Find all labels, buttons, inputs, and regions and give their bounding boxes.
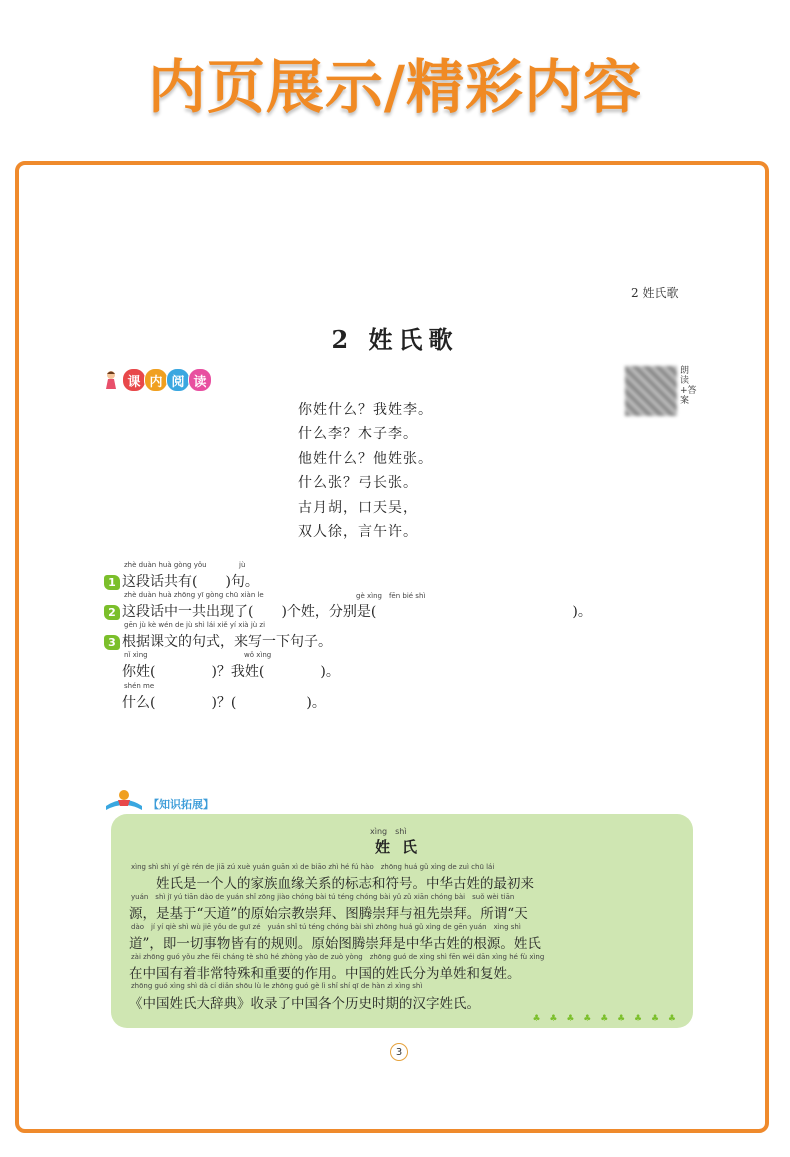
lesson-title: 2 姓氏歌 xyxy=(331,325,459,354)
section-badge-char: 读 xyxy=(188,368,212,392)
extension-line-pinyin: zài zhōng guó yǒu zhe fēi cháng tè shū hé zhòng yào de zuò yòng zhōng guó de xìng shì fēn wéi dān xìng hé fù xìng xyxy=(131,953,545,961)
section-badge-char: 阅 xyxy=(166,368,190,392)
question-2 xyxy=(104,591,592,621)
question-1-text: 这段话共有( )句。 xyxy=(122,574,259,590)
section-badge xyxy=(104,369,210,391)
banner-title: 内页展示/精彩内容 xyxy=(147,53,643,121)
extension-title-pinyin: xìng shì xyxy=(370,827,407,836)
fill-line-1-pinyin: nǐ xìng xyxy=(124,651,148,659)
extension-line-pinyin: yuán shì jī yú tiān dào de yuán shǐ zōng jiào chóng bài tú téng chóng bài yǔ zǔ xiān chóng bài suǒ wèi tiān xyxy=(131,893,515,901)
extension-line: 姓氏是一个人的家族血缘关系的标志和符号。中华古姓的最初来 xyxy=(129,876,534,892)
extension-line: 在中国有着非常特殊和重要的作用。中国的姓氏分为单姓和复姓。 xyxy=(129,966,521,982)
question-1-number: 1 xyxy=(104,575,120,590)
extension-line: 源，是基于“天道”的原始宗教崇拜、图腾崇拜与祖先崇拜。所谓“天 xyxy=(129,906,528,922)
extension-box xyxy=(111,814,693,1028)
fill-line-1-pinyin-2: wǒ xìng xyxy=(244,651,272,659)
sprout-decoration: ♣ ♣ ♣ ♣ ♣ ♣ ♣ ♣ ♣ xyxy=(532,1014,679,1024)
fill-line-2-pinyin: shén me xyxy=(124,682,155,690)
poem xyxy=(298,398,433,544)
question-2-pinyin-2: gè xìng fēn bié shì xyxy=(356,592,426,600)
section-badge-char: 内 xyxy=(144,368,168,392)
fill-line-2 xyxy=(122,682,326,712)
extension-label: 【知识拓展】 xyxy=(148,798,214,811)
reading-child-icon xyxy=(104,786,144,812)
page-number: 3 xyxy=(390,1043,408,1061)
extension-line-pinyin: dào jí yí qiè shì wù jiē yǒu de guī zé yuán shǐ tú téng chóng bài shì zhōng huá gǔ xìng de gēn yuán xìng shì xyxy=(131,923,521,931)
qr-code-image[interactable] xyxy=(625,366,677,416)
running-header: 2 姓氏歌 xyxy=(631,286,679,300)
fill-line-1-text: 你姓( )？我姓( )。 xyxy=(122,664,340,680)
question-1-pinyin: zhè duàn huà gòng yǒu xyxy=(124,561,207,569)
extension-line-pinyin: zhōng guó xìng shì dà cí diǎn shōu lù le zhōng guó gè lì shǐ shí qī de hàn zì xìng shì xyxy=(131,982,423,990)
poem-line: 你姓什么？我姓李。 xyxy=(298,402,433,418)
fill-line-1 xyxy=(122,651,340,681)
extension-title: 姓氏 xyxy=(374,838,429,856)
fill-line-2-text: 什么( )？( )。 xyxy=(122,695,326,711)
poem-line: 双人徐，言午许。 xyxy=(298,523,418,540)
poem-line: 什么张？弓长张。 xyxy=(298,475,418,492)
question-2-number: 2 xyxy=(104,605,120,620)
question-3-number: 3 xyxy=(104,635,120,650)
question-1-pinyin-2: jù xyxy=(239,561,246,569)
question-3 xyxy=(104,621,332,651)
question-2-text: 这段话中一共出现了( )个姓，分别是( )。 xyxy=(122,604,592,620)
question-2-pinyin: zhè duàn huà zhōng yī gòng chū xiàn le xyxy=(124,591,264,599)
extension-header xyxy=(104,786,214,812)
question-3-pinyin: gēn jù kè wén de jù shì lái xiě yí xià jù zi xyxy=(124,621,266,629)
section-badge-chars xyxy=(122,368,210,392)
extension-line: 道”，即一切事物皆有的规则。原始图腾崇拜是中华古姓的根源。姓氏 xyxy=(129,936,541,952)
question-1 xyxy=(104,561,259,591)
question-3-text: 根据课文的句式，来写一下句子。 xyxy=(122,634,332,650)
poem-line: 他姓什么？他姓张。 xyxy=(298,450,433,467)
girl-icon xyxy=(104,370,118,390)
extension-line: 《中国姓氏大辞典》收录了中国各个历史时期的汉字姓氏。 xyxy=(129,996,480,1012)
section-badge-char: 课 xyxy=(122,368,146,392)
extension-line-pinyin: xìng shì shì yí gè rén de jiā zú xuè yuán guān xì de biāo zhì hé fú hào zhōng huá gǔ xìng de zuì chū lái xyxy=(131,863,495,871)
qr-label: 朗读+答案 xyxy=(680,366,697,406)
poem-line: 古月胡，口天吴， xyxy=(298,499,418,516)
poem-line: 什么李？木子李。 xyxy=(298,426,418,443)
